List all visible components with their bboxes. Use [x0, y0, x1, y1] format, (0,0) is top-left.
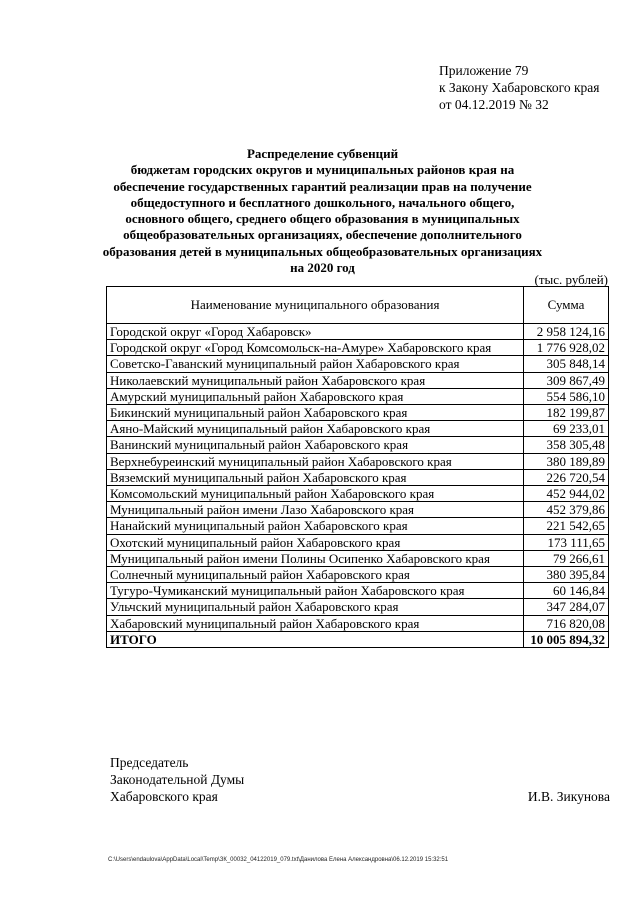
table-row: [107, 583, 609, 599]
table-row: [107, 469, 609, 485]
units-label: (тыс. рублей): [534, 272, 608, 287]
table-row: [107, 340, 609, 356]
row-sum: 452 944,02: [524, 486, 609, 502]
appendix-date: от 04.12.2019 № 32: [439, 97, 549, 112]
row-name: Тугуро-Чумиканский муниципальный район Хабаровского края: [107, 583, 524, 599]
row-name: Городской округ «Город Комсомольск-на-Амуре» Хабаровского края: [107, 340, 524, 356]
document-title: [100, 146, 545, 276]
row-sum: 226 720,54: [524, 469, 609, 485]
table-row: [107, 421, 609, 437]
table-row: [107, 518, 609, 534]
appendix-law: к Закону Хабаровского края: [439, 80, 600, 95]
file-path-footer: C:\Users\endaulova\AppData\Local\Temp\ЗК_00032_04122019_079.txt\Данилова Елена Александровна\06.12.2019 15:32:51: [108, 857, 449, 863]
table-row: [107, 324, 609, 340]
title-description: бюджетам городских округов и муниципальных районов края на обеспечение государственных гарантий реализации прав на получение общедоступного и бесплатного дошкольного, начального общего, основного общего, среднего общего образования в муниципальных общеобразовательных организациях, обеспечение дополнительного образования детей в муниципальных общеобразовательных организациях на 2020 год: [102, 162, 543, 276]
row-sum: 173 111,65: [524, 534, 609, 550]
table-row: [107, 356, 609, 372]
table-row: [107, 534, 609, 550]
total-sum: 10 005 894,32: [524, 631, 609, 647]
row-name: Вяземский муниципальный район Хабаровского края: [107, 469, 524, 485]
row-name: Николаевский муниципальный район Хабаровского края: [107, 372, 524, 388]
row-sum: 716 820,08: [524, 615, 609, 631]
row-name: Хабаровский муниципальный район Хабаровского края: [107, 615, 524, 631]
total-label: ИТОГО: [107, 631, 524, 647]
row-name: Ульчский муниципальный район Хабаровского края: [107, 599, 524, 615]
row-sum: 380 189,89: [524, 453, 609, 469]
appendix-header: [439, 62, 629, 113]
row-sum: 69 233,01: [524, 421, 609, 437]
row-name: Солнечный муниципальный район Хабаровского края: [107, 567, 524, 583]
table-row: [107, 550, 609, 566]
table-row: [107, 567, 609, 583]
row-sum: 2 958 124,16: [524, 324, 609, 340]
title-heading: Распределение субвенций: [246, 146, 399, 161]
row-name: Муниципальный район имени Полины Осипенко Хабаровского края: [107, 550, 524, 566]
distribution-table: [106, 286, 609, 648]
row-sum: 309 867,49: [524, 372, 609, 388]
row-name: Аяно-Майский муниципальный район Хабаровского края: [107, 421, 524, 437]
row-sum: 380 395,84: [524, 567, 609, 583]
table-row: [107, 388, 609, 404]
table-row: [107, 437, 609, 453]
signature-block: [110, 754, 310, 805]
table-row: [107, 372, 609, 388]
table-header-row: [107, 287, 609, 324]
row-name: Амурский муниципальный район Хабаровского края: [107, 388, 524, 404]
table-row: [107, 405, 609, 421]
header-name: Наименование муниципального образования: [107, 287, 524, 324]
row-sum: 347 284,07: [524, 599, 609, 615]
row-name: Охотский муниципальный район Хабаровского края: [107, 534, 524, 550]
table-row: [107, 502, 609, 518]
row-name: Ванинский муниципальный район Хабаровского края: [107, 437, 524, 453]
header-sum: Сумма: [524, 287, 609, 324]
row-sum: 305 848,14: [524, 356, 609, 372]
signer-name: И.В. Зикунова: [527, 789, 610, 804]
row-sum: 182 199,87: [524, 405, 609, 421]
row-sum: 221 542,65: [524, 518, 609, 534]
row-name: Советско-Гаванский муниципальный район Хабаровского края: [107, 356, 524, 372]
signature-position-2: Законодательной Думы: [110, 772, 245, 787]
table-row: [107, 615, 609, 631]
row-sum: 358 305,48: [524, 437, 609, 453]
table-row: [107, 599, 609, 615]
row-name: Городской округ «Город Хабаровск»: [107, 324, 524, 340]
table-row: [107, 486, 609, 502]
appendix-number: Приложение 79: [439, 63, 529, 78]
row-sum: 452 379,86: [524, 502, 609, 518]
row-name: Бикинский муниципальный район Хабаровского края: [107, 405, 524, 421]
signature-position-1: Председатель: [110, 755, 189, 770]
total-row: [107, 631, 609, 647]
row-name: Муниципальный район имени Лазо Хабаровского края: [107, 502, 524, 518]
row-name: Нанайский муниципальный район Хабаровского края: [107, 518, 524, 534]
row-sum: 79 266,61: [524, 550, 609, 566]
row-name: Комсомольский муниципальный район Хабаровского края: [107, 486, 524, 502]
row-sum: 60 146,84: [524, 583, 609, 599]
row-sum: 1 776 928,02: [524, 340, 609, 356]
signature-position-3: Хабаровского края: [110, 789, 218, 804]
table-row: [107, 453, 609, 469]
row-sum: 554 586,10: [524, 388, 609, 404]
row-name: Верхнебуреинский муниципальный район Хабаровского края: [107, 453, 524, 469]
